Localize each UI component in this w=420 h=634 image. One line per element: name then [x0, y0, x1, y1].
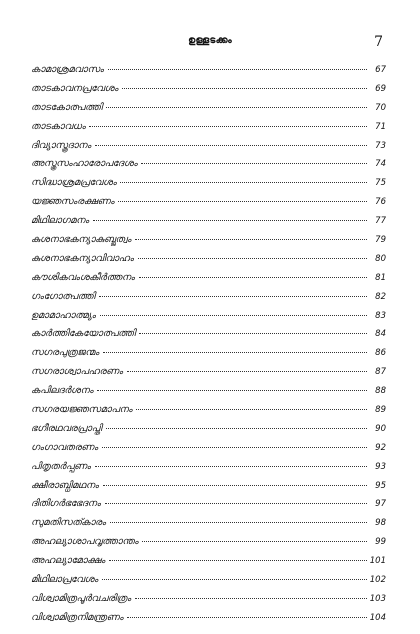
toc-entry [31, 234, 386, 253]
toc-entry-page: 71 [375, 121, 386, 132]
toc-entry [31, 253, 386, 272]
toc-entry [31, 102, 386, 121]
toc-entry-title: കാമാശ്രമവാസം [31, 64, 104, 75]
toc-entry [31, 366, 386, 385]
toc-entry [31, 517, 386, 536]
toc-entry [31, 385, 386, 404]
toc-entry-page: 93 [375, 461, 386, 472]
dot-leader [136, 409, 367, 410]
toc-entry-title: മിഥിലാഗമനം [31, 215, 89, 227]
toc-entry-page: 69 [375, 83, 386, 94]
toc-entry-page: 73 [375, 140, 386, 151]
dot-leader [108, 69, 367, 70]
dot-leader [141, 163, 367, 164]
dot-leader [109, 560, 367, 561]
toc-entry [31, 177, 386, 196]
toc-entry-title: പിതൃതർപ്പണം [31, 460, 91, 472]
toc-entry-title: മിഥിലാപ്രവേശം [31, 574, 99, 586]
toc-entry-page: 86 [375, 348, 386, 359]
toc-entry [31, 64, 386, 83]
toc-entry [31, 291, 386, 310]
dot-leader [97, 390, 367, 391]
toc-entry [31, 404, 386, 423]
toc-entry [31, 328, 386, 347]
dot-leader [106, 428, 367, 429]
toc-entry-page: 77 [375, 216, 386, 227]
toc-entry-page: 67 [375, 65, 386, 75]
toc-entry [31, 612, 386, 631]
toc-entry-page: 92 [375, 442, 386, 453]
dot-leader [139, 277, 367, 278]
toc-entry-page: 83 [375, 310, 386, 321]
toc-entry [31, 574, 386, 593]
toc-entry-title: ദിവ്യാസ്ത്രദാനം [31, 139, 91, 151]
toc-entry [31, 140, 386, 159]
dot-leader [120, 182, 367, 183]
toc-entry-page: 70 [375, 102, 386, 113]
dot-leader [106, 107, 367, 108]
toc-entry-page: 103 [369, 593, 386, 604]
dot-leader [89, 126, 367, 127]
toc-entry-page: 82 [375, 291, 386, 302]
toc-entry [31, 310, 386, 329]
toc-entry-title: വിശ്വാമിത്രപൂർവചരിത്രം [31, 592, 131, 604]
toc-entry-title: താടകാവധം [31, 120, 86, 132]
toc-entry-page: 101 [369, 556, 386, 567]
toc-entry-title: കപിലദർശനം [31, 385, 94, 397]
toc-entry-page: 95 [375, 480, 386, 491]
toc-entry-page: 80 [375, 253, 386, 264]
toc-entry-title: ഭഗീരഥവരപ്രാപ്തി [31, 422, 102, 434]
toc-entry-title: കുശനാഭകന്യാകുബ്ജത്വം [31, 234, 132, 246]
toc-entry-page: 99 [375, 537, 386, 548]
dot-leader [118, 201, 367, 202]
dot-leader [100, 315, 367, 316]
toc-entry-title: സഗരയജ്ഞസമാപനം [31, 404, 133, 416]
toc-entry-page: 97 [375, 499, 386, 510]
page-title: ഉള്ളടക്കം [188, 35, 232, 46]
dot-leader [122, 88, 367, 89]
toc-entry-title: സഗരാശ്വാപഹരണം [31, 366, 123, 378]
dot-leader [135, 239, 367, 240]
dot-leader [102, 579, 367, 580]
page-number: 7 [374, 34, 383, 50]
dot-leader [127, 371, 367, 372]
dot-leader [135, 598, 367, 599]
toc-entry-page: 90 [375, 423, 386, 434]
dot-leader [102, 447, 367, 448]
dot-leader [138, 258, 367, 259]
toc-entry [31, 593, 386, 612]
toc-entry-page: 89 [375, 405, 386, 416]
toc-entry [31, 555, 386, 574]
toc-entry [31, 423, 386, 442]
toc-entry-page: 98 [375, 518, 386, 529]
toc-entry-title: സുമതിസത്കാരം [31, 517, 106, 529]
toc-entry-title: കുശനാഭകന്യാവിവാഹം [31, 252, 134, 264]
toc-entry-title: കാർത്തികേയോത്പത്തി [31, 328, 136, 340]
toc-entry-title: സഗരപുത്രജന്മം [31, 347, 99, 359]
dot-leader [93, 220, 367, 221]
dot-leader [103, 352, 367, 353]
toc-entry [31, 461, 386, 480]
toc-entry-page: 76 [375, 197, 386, 208]
toc-entry [31, 498, 386, 517]
toc-entry [31, 196, 386, 215]
toc-entry-title: ഗംഗോത്പത്തി [31, 290, 96, 302]
dot-leader [105, 503, 367, 504]
page-header [0, 34, 420, 54]
toc-entry-title: അസ്ത്രസംഹാരോപദേശം [31, 158, 138, 170]
dot-leader [95, 466, 367, 467]
toc-entry-title: ക്ഷീരാബ്ധിമഥനം [31, 479, 99, 491]
dot-leader [99, 296, 367, 297]
toc-entry-page: 87 [375, 367, 386, 378]
dot-leader [103, 485, 367, 486]
toc-entry [31, 215, 386, 234]
toc-entry-title: താടകോത്പത്തി [31, 101, 103, 113]
table-of-contents [31, 64, 386, 631]
dot-leader [95, 145, 367, 146]
toc-entry-page: 88 [375, 386, 386, 397]
dot-leader [139, 333, 367, 334]
toc-entry-title: യജ്ഞസംരക്ഷണം [31, 196, 115, 208]
toc-entry [31, 480, 386, 499]
toc-entry-title: അഹല്യാശാപവൃത്താന്തം [31, 536, 139, 548]
dot-leader [127, 617, 367, 618]
toc-entry-title: ഗംഗാവതരണം [31, 441, 98, 453]
toc-entry-page: 75 [375, 178, 386, 189]
toc-entry-title: സിദ്ധാശ്രമപ്രവേശം [31, 177, 117, 189]
dot-leader [142, 541, 367, 542]
toc-entry-page: 102 [369, 575, 386, 586]
toc-entry [31, 83, 386, 102]
toc-entry-page: 81 [375, 272, 386, 283]
toc-entry-title: ഉമാമാഹാത്മ്യം [31, 309, 96, 321]
toc-entry [31, 347, 386, 366]
toc-entry-page: 84 [375, 329, 386, 340]
toc-entry-title: താടകാവനപ്രവേശം [31, 82, 119, 94]
toc-entry-title: വിശ്വാമിത്രനിമന്ത്രണം [31, 611, 124, 623]
toc-entry [31, 442, 386, 461]
toc-entry-title: ദിതിഗർഭഭേദനം [31, 498, 101, 510]
toc-entry-page: 79 [375, 235, 386, 246]
toc-entry [31, 272, 386, 291]
toc-entry-page: 104 [369, 612, 386, 623]
dot-leader [110, 522, 367, 523]
toc-entry [31, 121, 386, 140]
toc-entry-title: അഹല്യാമോക്ഷം [31, 555, 106, 567]
toc-entry-page: 74 [375, 159, 386, 170]
toc-entry [31, 536, 386, 555]
toc-entry [31, 158, 386, 177]
toc-entry-title: കൗശികവംശകീർത്തനം [31, 271, 135, 283]
